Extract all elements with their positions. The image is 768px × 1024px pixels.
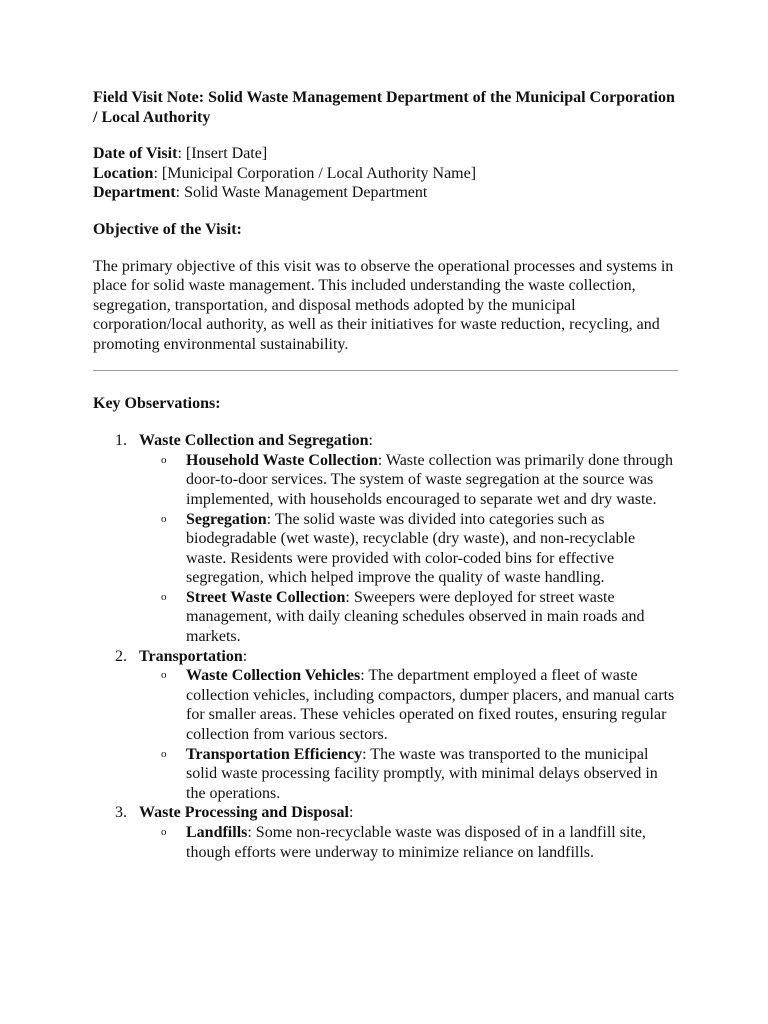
visit-details	[93, 144, 678, 203]
item-title: Household Waste Collection	[186, 451, 378, 469]
horizontal-divider	[93, 370, 678, 371]
list-item	[139, 588, 678, 647]
observation-section	[93, 431, 678, 647]
sub-list	[139, 823, 678, 862]
section-title: Waste Collection and Segregation	[139, 432, 369, 450]
item-title: Street Waste Collection	[186, 588, 346, 606]
list-item	[139, 666, 678, 744]
section-colon: :	[368, 432, 373, 450]
observations-list	[93, 431, 678, 862]
item-text: : Some non-recyclable waste was disposed of in a landfill site, though efforts were underway to minimize reliance on landfills.	[186, 824, 646, 861]
section-number: 1.	[115, 432, 127, 450]
bullet-icon: o	[161, 669, 167, 682]
location-value: : [Municipal Corporation / Local Authority Name]	[153, 164, 477, 182]
item-text: : Sweepers were deployed for street waste management, with daily cleaning schedules observed in main roads and markets.	[186, 588, 645, 646]
key-observations-heading: Key Observations:	[93, 394, 221, 412]
sub-list	[139, 666, 678, 803]
section-title: Transportation	[139, 647, 243, 665]
list-item	[139, 823, 678, 862]
section-header	[139, 431, 678, 451]
bullet-icon: o	[161, 453, 167, 466]
bullet-icon: o	[161, 512, 167, 525]
list-item	[139, 451, 678, 510]
section-colon: :	[348, 804, 354, 822]
department-label: Department	[93, 184, 176, 202]
section-header	[139, 803, 678, 823]
item-text: : Waste collection was primarily done through door-to-door services. The system of waste segregation at the source was implemented, with households encouraged to separate wet and dry waste.	[186, 451, 673, 508]
section-number: 3.	[115, 804, 127, 822]
section-colon: :	[242, 647, 248, 665]
section-header	[139, 647, 678, 667]
bullet-icon: o	[161, 747, 167, 760]
location-line	[93, 164, 678, 184]
item-text: : The department employed a fleet of waste collection vehicles, including compactors, dumper placers, and manual carts for smaller areas. These vehicles operated on fixed routes, ensuring regular collection from various sectors.	[186, 667, 675, 744]
observation-section	[93, 647, 678, 804]
section-number: 2.	[115, 647, 127, 665]
bullet-icon: o	[161, 826, 167, 838]
objective-paragraph: The primary objective of this visit was to observe the operational processes and systems in place for solid waste management. This included understanding the waste collection, segregation, transportation, and disposal methods adopted by the municipal corporation/local authority, as well as their initiatives for waste reduction, recycling, and promoting environmental sustainability.	[93, 257, 674, 353]
item-title: Segregation	[186, 510, 267, 528]
objective-heading: Objective of the Visit:	[93, 220, 242, 238]
item-title: Waste Collection Vehicles	[186, 667, 361, 685]
date-value: : [Insert Date]	[177, 145, 268, 163]
department-line	[93, 183, 678, 203]
observation-section	[93, 803, 678, 862]
item-text: : The waste was transported to the municipal solid waste processing facility promptly, with minimal delays observed in the operations.	[186, 745, 658, 802]
date-label: Date of Visit	[93, 145, 178, 163]
item-text: : The solid waste was divided into categories such as biodegradable (wet waste), recyclable (dry waste), and non-recyclable waste. Residents were provided with color-coded bins for effective segregation, which helped improve the quality of waste handling.	[186, 510, 636, 587]
list-item	[139, 510, 678, 588]
list-item	[139, 745, 678, 804]
location-label: Location	[93, 164, 154, 182]
item-title: Landfills	[186, 824, 248, 841]
document-page	[93, 88, 678, 862]
document-title: Field Visit Note: Solid Waste Management Department of the Municipal Corporation / Local Authority	[93, 89, 675, 126]
section-title: Waste Processing and Disposal	[139, 804, 349, 822]
bullet-icon: o	[161, 590, 167, 603]
date-of-visit-line	[93, 144, 678, 164]
sub-list	[139, 451, 678, 647]
department-value: : Solid Waste Management Department	[175, 184, 428, 202]
item-title: Transportation Efficiency	[186, 745, 363, 763]
